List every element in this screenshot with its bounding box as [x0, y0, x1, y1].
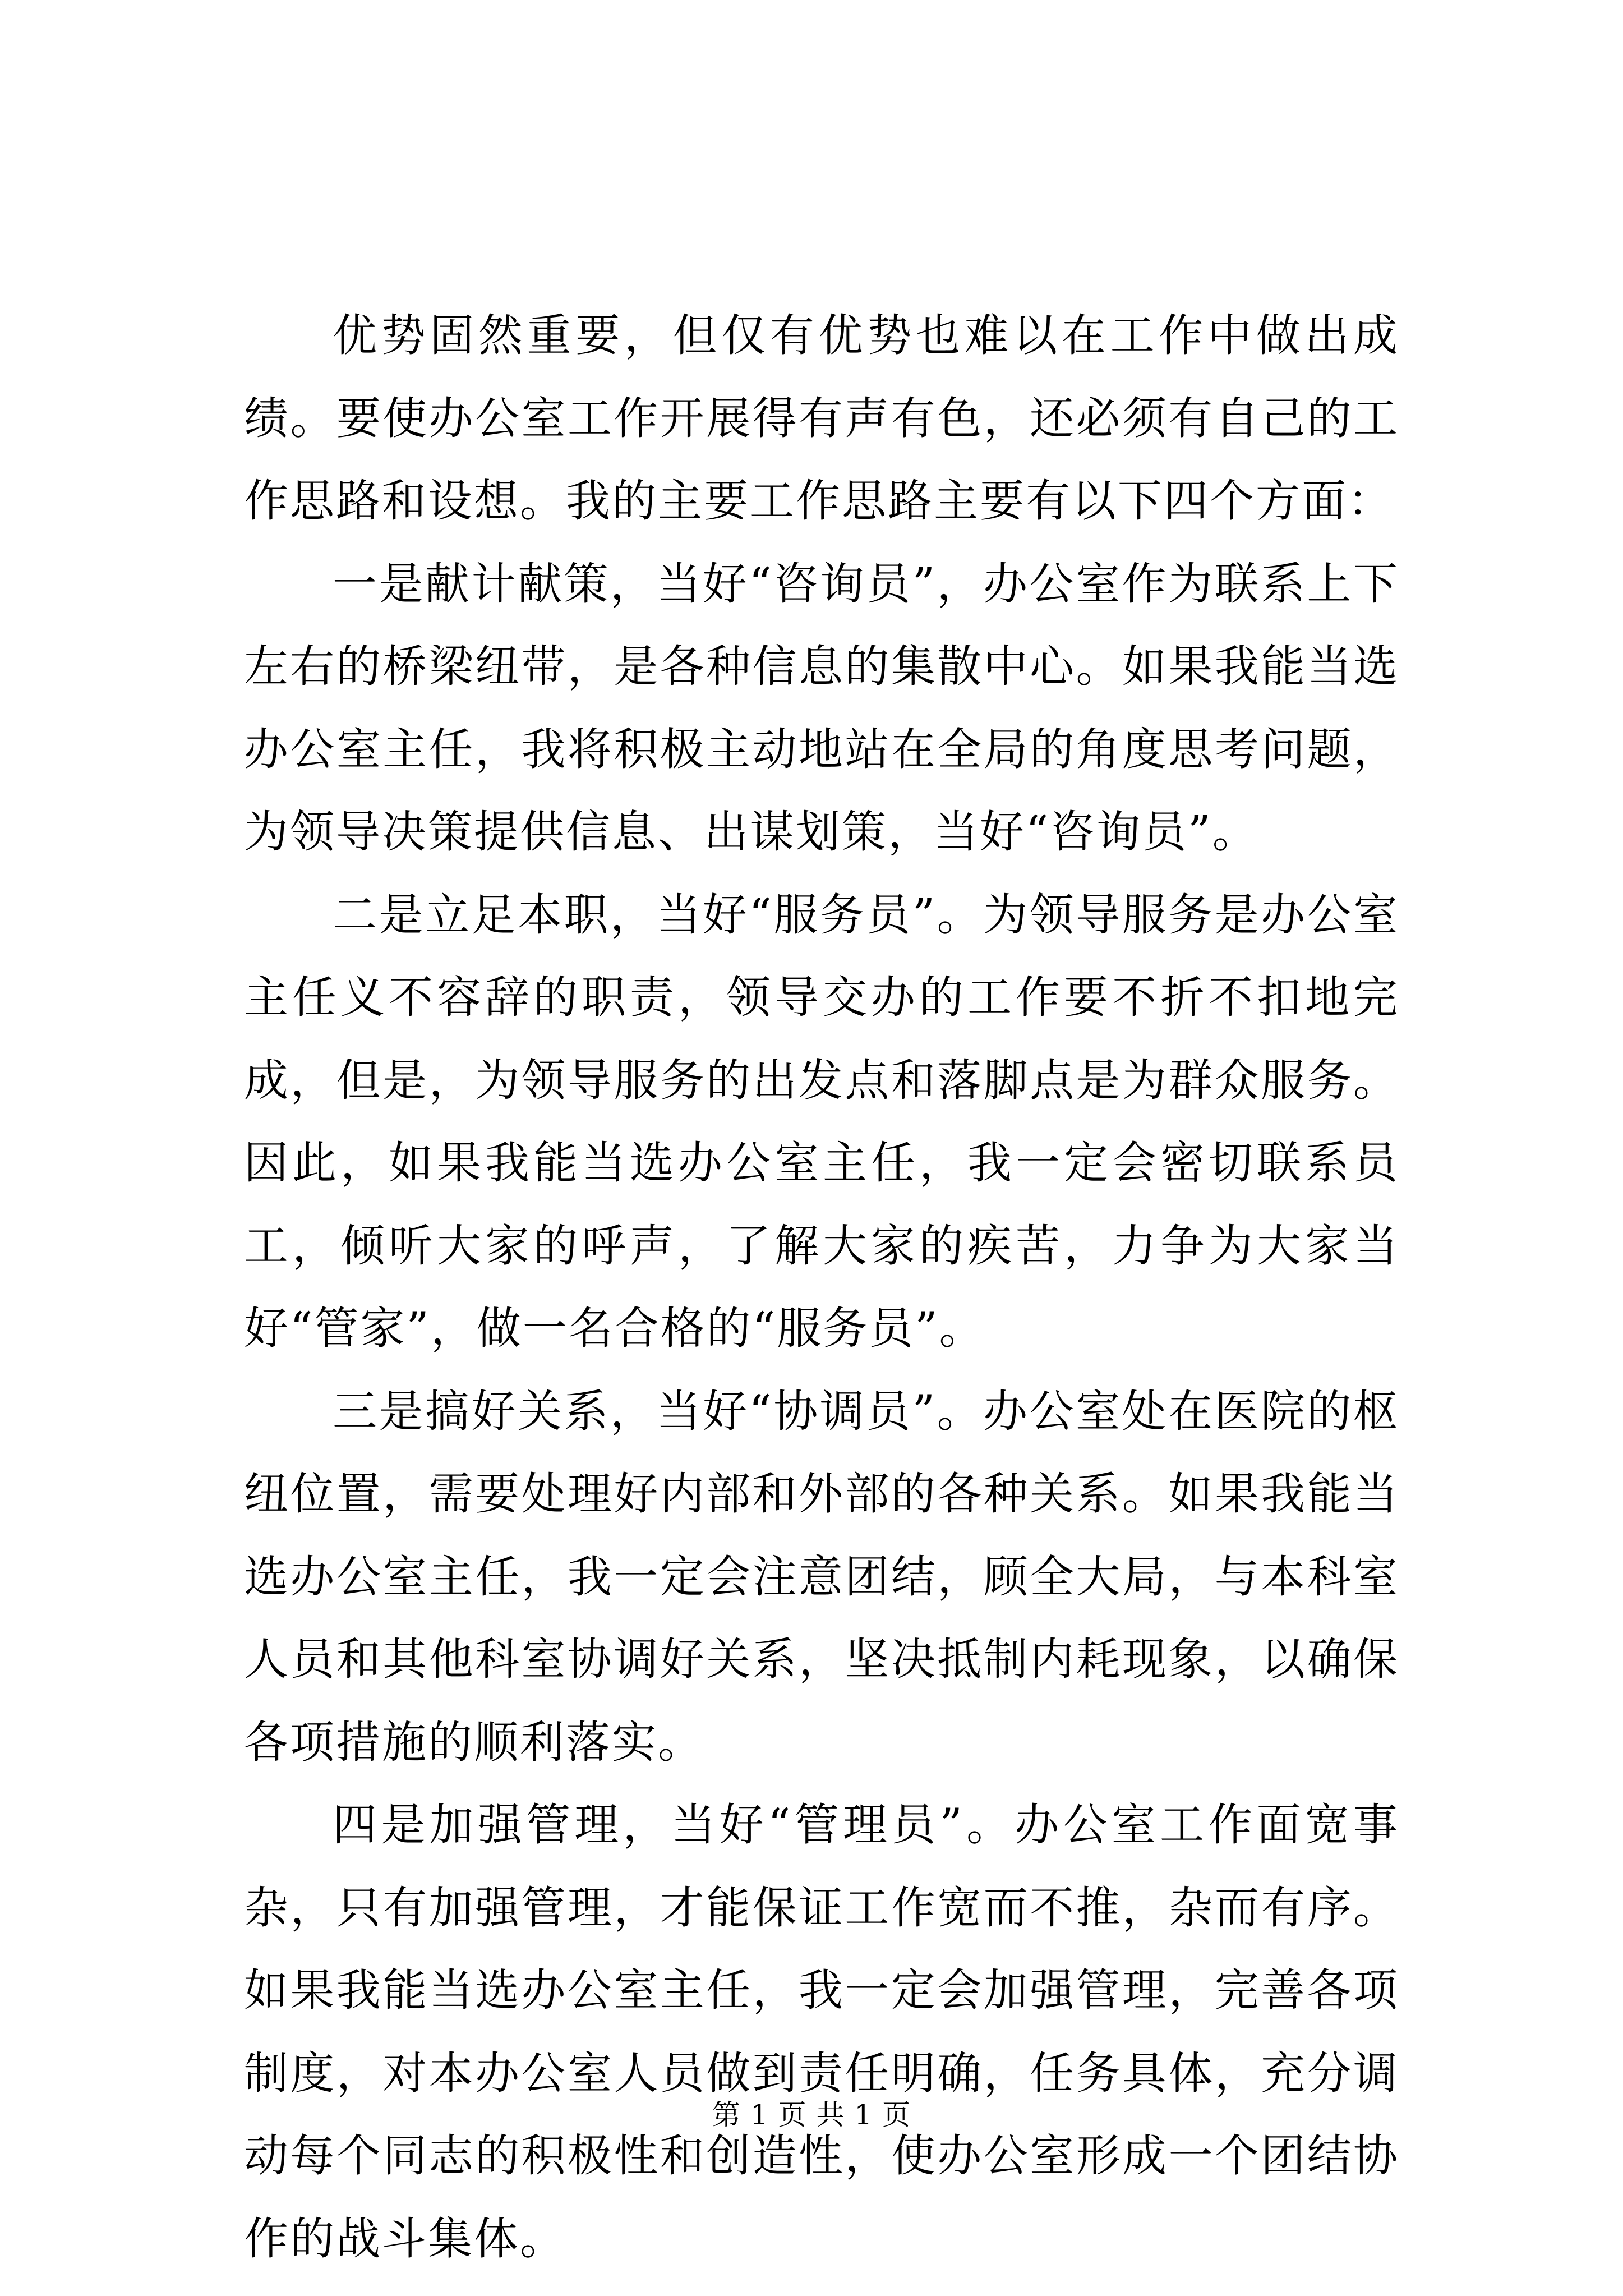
paragraph-point-2: 二是立足本职，当好“服务员”。为领导服务是办公室主任义不容辞的职责，领导交办的工作要不折不扣地完成，但是，为领导服务的出发点和落脚点是为群众服务。因此，如果我能当选办公室主任，我一定会密切联系员工，倾听大家的呼声，了解大家的疾苦，力争为大家当好“管家”，做一名合格的“服务员”。: [244, 889, 1399, 1354]
document-body: [244, 295, 1399, 2280]
paragraph-point-3: 三是搞好关系，当好“协调员”。办公室处在医院的枢纽位置，需要处理好内部和外部的各种关系。如果我能当选办公室主任，我一定会注意团结，顾全大局，与本科室人员和其他科室协调好关系，坚决抵制内耗现象，以确保各项措施的顺利落实。: [244, 1385, 1399, 1768]
paragraph-point-4: 四是加强管理，当好“管理员”。办公室工作面宽事杂，只有加强管理，才能保证工作宽而不推，杂而有序。如果我能当选办公室主任，我一定会加强管理，完善各项制度，对本办公室人员做到责任明确，任务具体，充分调动每个同志的积极性和创造性，使办公室形成一个团结协作的战斗集体。: [244, 1799, 1399, 2265]
page-number-footer: 第 1 页 共 1 页: [712, 2099, 911, 2131]
paragraph-point-1: 一是献计献策，当好“咨询员”，办公室作为联系上下左右的桥梁纽带，是各种信息的集散中心。如果我能当选办公室主任，我将积极主动地站在全局的角度思考问题，为领导决策提供信息、出谋划策，当好“咨询员”。: [244, 558, 1399, 858]
paragraph-intro: 优势固然重要，但仅有优势也难以在工作中做出成绩。要使办公室工作开展得有声有色，还必须有自己的工作思路和设想。我的主要工作思路主要有以下四个方面：: [244, 310, 1399, 527]
